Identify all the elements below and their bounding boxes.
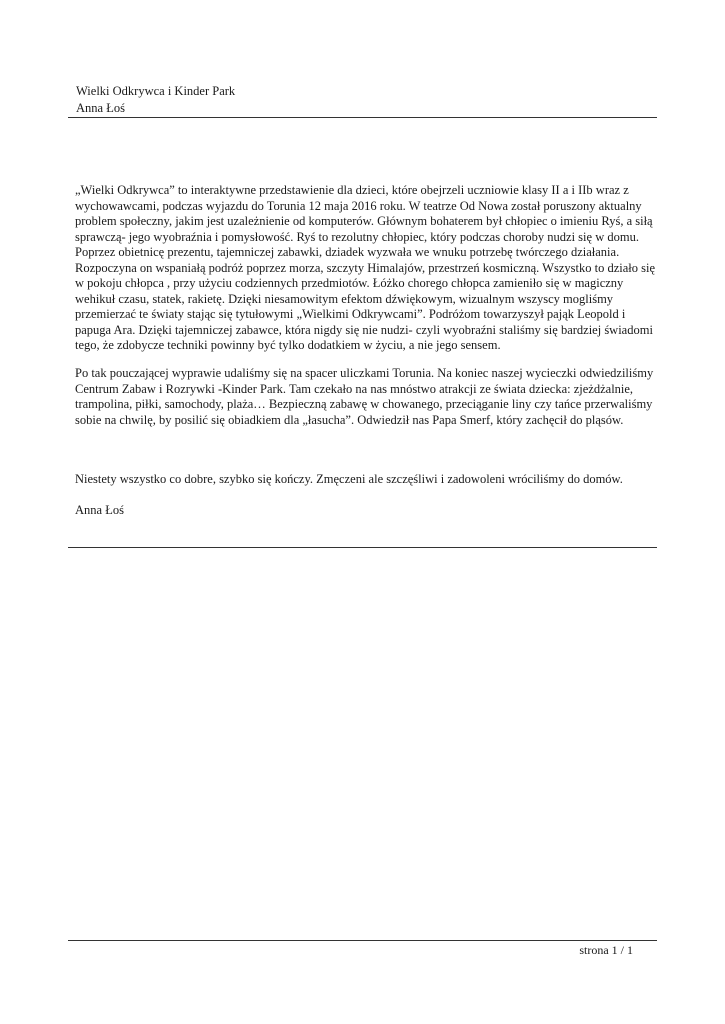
page-header [76,83,235,117]
document-author: Anna Łoś [76,101,125,115]
footer-divider [68,940,657,941]
article-paragraph-3: Niestety wszystko co dobre, szybko się kończy. Zmęczeni ale szczęśliwi i zadowoleni wróciliśmy do domów. [75,472,623,486]
content-divider [68,547,657,548]
article-signature: Anna Łoś [75,503,124,517]
document-title: Wielki Odkrywca i Kinder Park [76,84,236,98]
header-divider [68,117,657,118]
article-paragraph-1: „Wielki Odkrywca” to interaktywne przedstawienie dla dzieci, które obejrzeli uczniowie klasy II a i IIb wraz z wychowawcami, podczas wyjazdu do Torunia 12 maja 2016 roku. W teatrze Od Nowa został poruszony aktualny problem społeczny, jakim jest uzależnienie od komputerów. Głównym bohaterem był chłopiec o imieniu Ryś, a siłą sprawczą- jego wyobraźnia i pomysłowość. Ryś to rezolutny chłopiec, który podczas choroby nudzi się w domu. Poprzez obietnicę prezentu, tajemniczej zabawki, dziadek wyzwała we wnuku potrzebę twórczego działania. Rozpoczyna on wspaniałą podróż poprzez morza, szczyty Himalajów, przestrzeń kosmiczną. Wszystko to działo się w pokoju chłopca , przy użyciu codziennych przedmiotów. Łóżko chorego chłopca zamieniło się w magiczny wehikuł czasu, statek, rakietę. Dzięki niesamowitym efektom dźwiękowym, wizualnym wszyscy mogliśmy przemierzać te światy stając się tytułowymi „Wielkimi Odkrywcami”. Podróżom towarzyszył pająk Leopold i papuga Ara. Dzięki tajemniczej zabawce, która nigdy się nie nudzi- czyli wyobraźni staliśmy się bardziej świadomi tego, że zdobycze techniki powinny być tylko dodatkiem w życiu, a nie jego sensem. [75,183,656,352]
page-number: strona 1 / 1 [579,943,633,957]
article-paragraph-2: Po tak pouczającej wyprawie udaliśmy się na spacer uliczkami Torunia. Na koniec naszej wycieczki odwiedziliśmy Centrum Zabaw i Rozrywki -Kinder Park. Tam czekało na nas mnóstwo atrakcji ze świata dziecka: zjeżdżalnie, trampolina, piłki, samochody, plaża… Bezpieczną zabawę w chowanego, przeciąganie liny czy tańce przerwaliśmy sobie na chwilę, by posilić się obiadkiem dla „łasucha”. Odwiedził nas Papa Smerf, który zachęcił do pląsów. [75,366,654,427]
